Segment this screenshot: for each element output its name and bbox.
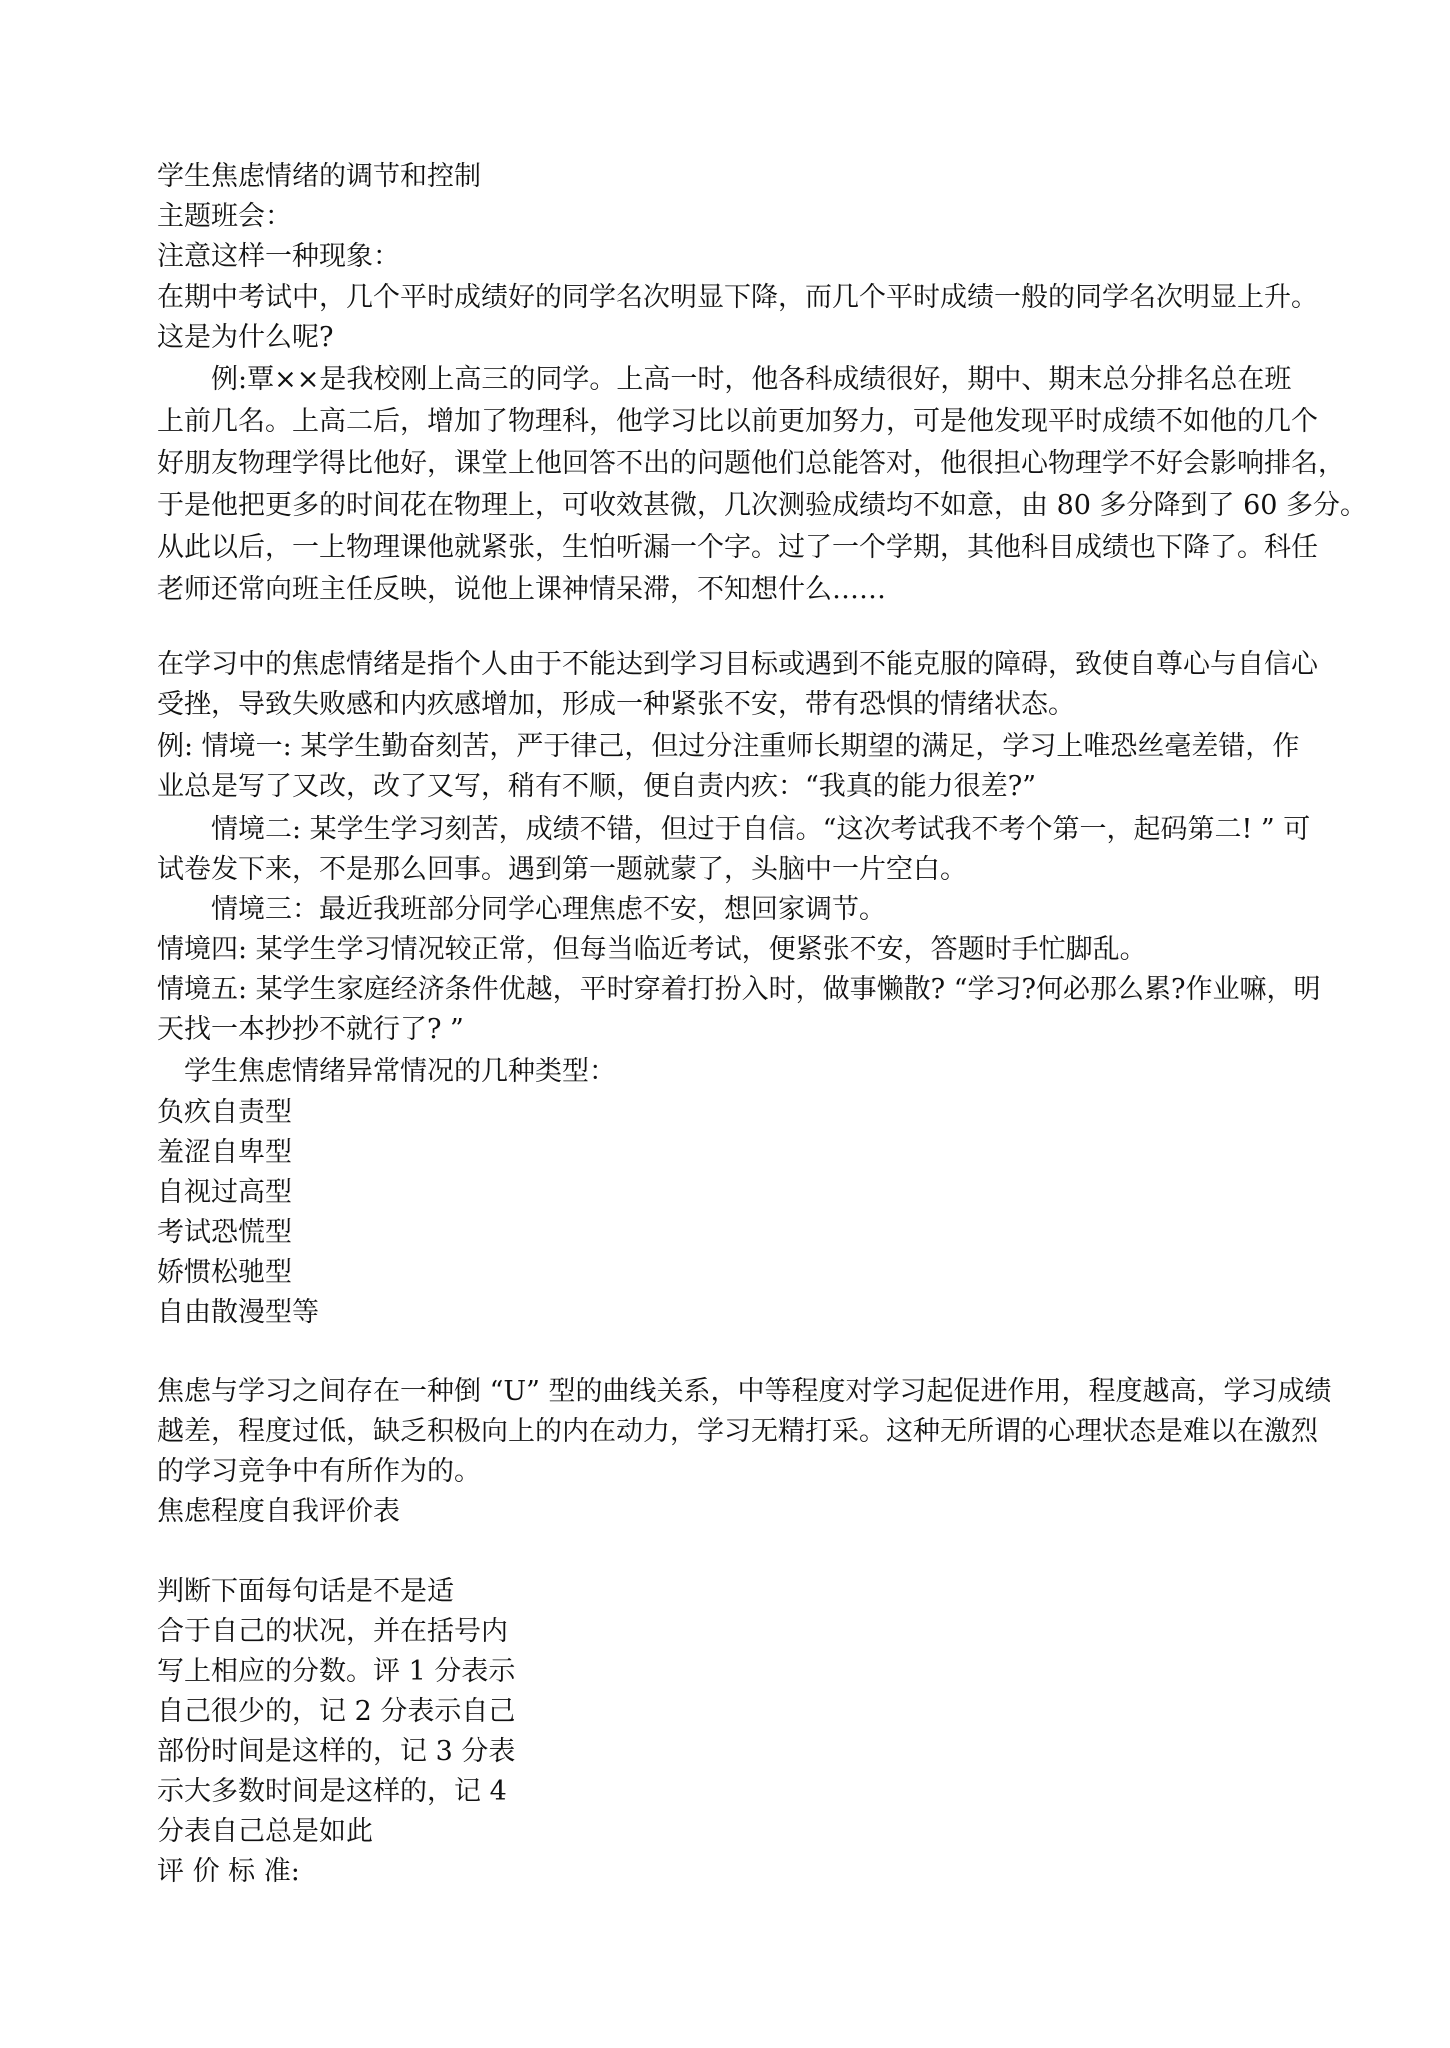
instruction-line: 示大多数时间是这样的，记 4 [157, 1776, 507, 1807]
scenario-line: 天找一本抄抄不就行了? ” [157, 1014, 464, 1045]
scenario-line: 情境五: 某学生家庭经济条件优越，平时穿着打扮入时，做事懒散? “学习?何必那么累?作业嘛，明 [157, 974, 1321, 1005]
instruction-line: 判断下面每句话是不是适 [157, 1576, 454, 1607]
type-item: 负疚自责型 [157, 1097, 292, 1128]
document-title: 学生焦虑情绪的调节和控制 [157, 161, 481, 192]
relation-line: 焦虑与学习之间存在一种倒 “U” 型的曲线关系，中等程度对学习起促进作用，程度越高，学习成绩 [157, 1376, 1332, 1407]
instruction-line: 写上相应的分数。评 1 分表示 [157, 1656, 516, 1687]
example-line: 于是他把更多的时间花在物理上，可收效甚微，几次测验成绩均不如意，由 80 多分降到了 60 多分。 [157, 490, 1368, 521]
type-item: 自由散漫型等 [157, 1297, 319, 1328]
example-line: 上前几名。上高二后，增加了物理科，他学习比以前更加努力，可是他发现平时成绩不如他的几个 [157, 406, 1318, 437]
type-item: 娇惯松驰型 [157, 1257, 292, 1288]
definition-line: 受挫，导致失败感和内疚感增加，形成一种紧张不安，带有恐惧的情绪状态。 [157, 689, 1075, 720]
example-line: 从此以后，一上物理课他就紧张，生怕听漏一个字。过了一个学期，其他科目成绩也下降了。科任 [157, 532, 1318, 563]
type-item: 自视过高型 [157, 1177, 292, 1208]
example-line: 例:覃××是我校刚上高三的同学。上高一时，他各科成绩很好，期中、期末总分排名总在班 [157, 364, 1292, 395]
table-heading: 焦虑程度自我评价表 [157, 1496, 400, 1527]
relation-line: 的学习竞争中有所作为的。 [157, 1456, 481, 1487]
scenario-line: 试卷发下来，不是那么回事。遇到第一题就蒙了，头脑中一片空白。 [157, 854, 967, 885]
example-line: 老师还常向班主任反映，说他上课神情呆滞，不知想什么…… [157, 574, 886, 605]
scenario-line: 情境二: 某学生学习刻苦，成绩不错，但过于自信。“这次考试我不考个第一，起码第二! ” 可 [157, 814, 1311, 845]
instruction-line: 分表自己总是如此 [157, 1816, 373, 1847]
type-item: 考试恐慌型 [157, 1217, 292, 1248]
example-line: 好朋友物理学得比他好，课堂上他回答不出的问题他们总能答对，他很担心物理学不好会影响排名， [157, 448, 1345, 479]
types-heading: 学生焦虑情绪异常情况的几种类型： [157, 1056, 616, 1087]
definition-line: 在学习中的焦虑情绪是指个人由于不能达到学习目标或遇到不能克服的障碍，致使自尊心与自信心 [157, 649, 1318, 680]
intro-line: 在期中考试中，几个平时成绩好的同学名次明显下降，而几个平时成绩一般的同学名次明显上升。 [157, 282, 1318, 313]
document-subtitle: 主题班会： [157, 201, 292, 232]
instruction-line: 自己很少的，记 2 分表示自己 [157, 1696, 516, 1727]
notice-heading: 注意这样一种现象： [157, 241, 400, 272]
scenario-line: 情境四: 某学生学习情况较正常，但每当临近考试，便紧张不安，答题时手忙脚乱。 [157, 934, 1147, 965]
instruction-line: 部份时间是这样的，记 3 分表 [157, 1736, 516, 1767]
relation-line: 越差，程度过低，缺乏积极向上的内在动力，学习无精打采。这种无所谓的心理状态是难以在激烈 [157, 1416, 1318, 1447]
intro-line: 这是为什么呢? [157, 322, 334, 353]
scenario-line: 例: 情境一: 某学生勤奋刻苦，严于律己，但过分注重师长期望的满足，学习上唯恐丝毫差错，作 [157, 731, 1300, 762]
type-item: 羞涩自卑型 [157, 1137, 292, 1168]
criteria-heading: 评 价 标 准: [157, 1856, 300, 1887]
scenario-line: 业总是写了又改，改了又写，稍有不顺，便自责内疚：“我真的能力很差?” [157, 771, 1037, 802]
instruction-line: 合于自己的状况，并在括号内 [157, 1616, 508, 1647]
scenario-line: 情境三：最近我班部分同学心理焦虑不安，想回家调节。 [157, 894, 886, 925]
